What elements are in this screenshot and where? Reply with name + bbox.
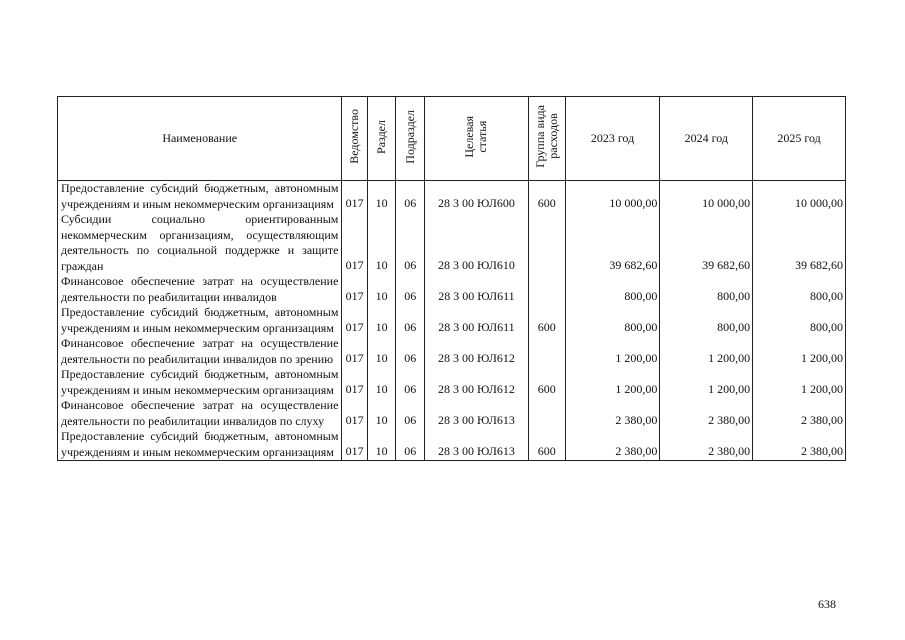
row-name: Предоставление субсидий бюджетным, автономным учреждениям и иным некоммерческим организациям — [58, 429, 342, 461]
budget-table — [57, 96, 846, 461]
row-2024: 1 200,00 — [660, 367, 753, 398]
table-row — [58, 274, 846, 305]
row-2024: 2 380,00 — [660, 398, 753, 429]
row-razdel: 10 — [367, 305, 396, 336]
row-gruppa: 600 — [528, 429, 565, 461]
row-name: Финансовое обеспечение затрат на осуществление деятельности по реабилитации инвалидов по слуху — [58, 398, 342, 429]
row-podrazdel: 06 — [396, 429, 425, 461]
row-razdel: 10 — [367, 181, 396, 213]
row-podrazdel: 06 — [396, 336, 425, 367]
row-razdel: 10 — [367, 336, 396, 367]
row-2023: 2 380,00 — [565, 429, 660, 461]
row-celevaya: 28 3 00 ЮЛ611 — [424, 274, 528, 305]
row-celevaya: 28 3 00 ЮЛ613 — [424, 429, 528, 461]
row-2025: 800,00 — [753, 305, 846, 336]
header-2025: 2025 год — [753, 97, 846, 181]
header-podrazdel: Подраздел — [396, 97, 425, 181]
row-vedomstvo: 017 — [342, 367, 367, 398]
row-razdel: 10 — [367, 274, 396, 305]
row-name: Субсидии социально ориентированным некоммерческим организациям, осуществляющим деятельность по социальной поддержке и защите граждан — [58, 212, 342, 274]
table-row — [58, 305, 846, 336]
row-vedomstvo: 017 — [342, 212, 367, 274]
row-2025: 800,00 — [753, 274, 846, 305]
budget-table-container — [57, 96, 846, 461]
row-name: Предоставление субсидий бюджетным, автономным учреждениям и иным некоммерческим организациям — [58, 181, 342, 213]
row-gruppa — [528, 336, 565, 367]
row-name: Финансовое обеспечение затрат на осуществление деятельности по реабилитации инвалидов — [58, 274, 342, 305]
header-2023: 2023 год — [565, 97, 660, 181]
row-razdel: 10 — [367, 429, 396, 461]
row-podrazdel: 06 — [396, 367, 425, 398]
row-vedomstvo: 017 — [342, 336, 367, 367]
header-vedomstvo: Ведомство — [342, 97, 367, 181]
row-2023: 800,00 — [565, 305, 660, 336]
table-row — [58, 429, 846, 461]
row-name: Финансовое обеспечение затрат на осуществление деятельности по реабилитации инвалидов по зрению — [58, 336, 342, 367]
table-row — [58, 398, 846, 429]
row-2025: 39 682,60 — [753, 212, 846, 274]
row-celevaya: 28 3 00 ЮЛ611 — [424, 305, 528, 336]
row-2024: 39 682,60 — [660, 212, 753, 274]
header-2024: 2024 год — [660, 97, 753, 181]
row-name: Предоставление субсидий бюджетным, автономным учреждениям и иным некоммерческим организациям — [58, 305, 342, 336]
row-2025: 2 380,00 — [753, 398, 846, 429]
row-2023: 800,00 — [565, 274, 660, 305]
row-celevaya: 28 3 00 ЮЛ613 — [424, 398, 528, 429]
table-row — [58, 212, 846, 274]
row-gruppa — [528, 274, 565, 305]
row-gruppa: 600 — [528, 181, 565, 213]
row-2024: 1 200,00 — [660, 336, 753, 367]
row-gruppa — [528, 398, 565, 429]
row-celevaya: 28 3 00 ЮЛ612 — [424, 367, 528, 398]
header-razdel: Раздел — [367, 97, 396, 181]
row-podrazdel: 06 — [396, 212, 425, 274]
row-celevaya: 28 3 00 ЮЛ600 — [424, 181, 528, 213]
row-vedomstvo: 017 — [342, 398, 367, 429]
row-2025: 1 200,00 — [753, 336, 846, 367]
row-vedomstvo: 017 — [342, 429, 367, 461]
row-2023: 10 000,00 — [565, 181, 660, 213]
row-2023: 1 200,00 — [565, 336, 660, 367]
row-name: Предоставление субсидий бюджетным, автономным учреждениям и иным некоммерческим организациям — [58, 367, 342, 398]
row-2024: 800,00 — [660, 305, 753, 336]
row-podrazdel: 06 — [396, 305, 425, 336]
row-2024: 10 000,00 — [660, 181, 753, 213]
row-podrazdel: 06 — [396, 181, 425, 213]
row-2023: 39 682,60 — [565, 212, 660, 274]
row-razdel: 10 — [367, 367, 396, 398]
row-razdel: 10 — [367, 212, 396, 274]
row-2024: 800,00 — [660, 274, 753, 305]
row-gruppa: 600 — [528, 305, 565, 336]
row-2023: 2 380,00 — [565, 398, 660, 429]
row-podrazdel: 06 — [396, 274, 425, 305]
row-2023: 1 200,00 — [565, 367, 660, 398]
row-vedomstvo: 017 — [342, 305, 367, 336]
header-gruppa: Группа вида расходов — [528, 97, 565, 181]
table-row — [58, 367, 846, 398]
row-gruppa — [528, 212, 565, 274]
table-header-row — [58, 97, 846, 181]
page-number: 638 — [818, 597, 836, 611]
row-razdel: 10 — [367, 398, 396, 429]
row-gruppa: 600 — [528, 367, 565, 398]
row-podrazdel: 06 — [396, 398, 425, 429]
row-celevaya: 28 3 00 ЮЛ612 — [424, 336, 528, 367]
row-vedomstvo: 017 — [342, 274, 367, 305]
row-vedomstvo: 017 — [342, 181, 367, 213]
table-row — [58, 181, 846, 213]
row-2025: 2 380,00 — [753, 429, 846, 461]
table-row — [58, 336, 846, 367]
row-2024: 2 380,00 — [660, 429, 753, 461]
row-celevaya: 28 3 00 ЮЛ610 — [424, 212, 528, 274]
row-2025: 10 000,00 — [753, 181, 846, 213]
row-2025: 1 200,00 — [753, 367, 846, 398]
header-name: Наименование — [58, 97, 342, 181]
header-celevaya: Целевая статья — [424, 97, 528, 181]
